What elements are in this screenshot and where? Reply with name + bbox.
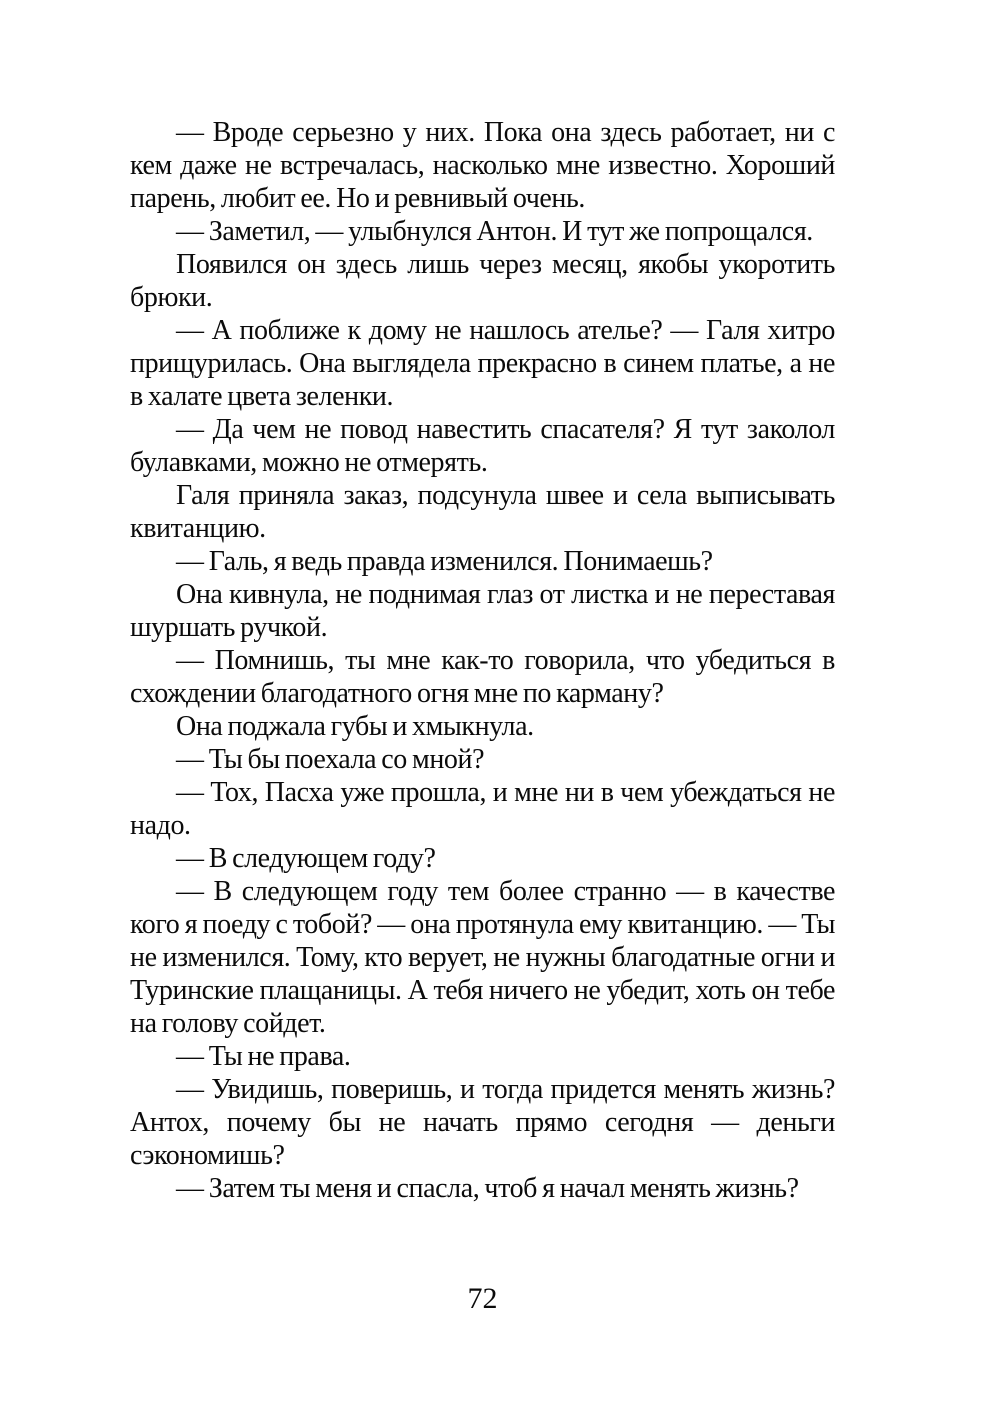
paragraph: — Помнишь, ты мне как-то говорила, что убедиться в схождении благодатного огня мне по карману?	[130, 645, 835, 709]
paragraph: — Галь, я ведь правда изменился. Понимаешь?	[176, 546, 713, 577]
paragraph: — Увидишь, поверишь, и тогда придется менять жизнь? Антох, почему бы не начать прямо сегодня — деньги сэкономишь?	[130, 1074, 835, 1171]
paragraph: — Тох, Пасха уже прошла, и мне ни в чем убеждаться не надо.	[130, 777, 835, 841]
paragraph: — А поближе к дому не нашлось ателье? — Галя хитро прищурилась. Она выглядела прекрасно в синем платье, а не в халате цвета зеленки.	[130, 315, 835, 412]
paragraph: — Вроде серьезно у них. Пока она здесь работает, ни с кем даже не встречалась, насколько мне известно. Хороший парень, любит ее. Но и ревнивый очень.	[130, 117, 835, 214]
paragraph: Галя приняла заказ, подсунула швее и села выписывать квитанцию.	[130, 480, 835, 544]
page-number: 72	[467, 1282, 498, 1315]
paragraph: — Затем ты меня и спасла, чтоб я начал менять жизнь?	[176, 1173, 799, 1204]
paragraph: — Заметил, — улыбнулся Антон. И тут же попрощался.	[176, 216, 813, 247]
paragraph: — Ты не права.	[176, 1041, 351, 1072]
paragraph: Появился он здесь лишь через месяц, якобы укоротить брюки.	[130, 249, 835, 313]
page-text	[130, 116, 835, 1205]
paragraph: — Да чем не повод навестить спасателя? Я тут заколол булавками, можно не отмерять.	[130, 414, 835, 478]
paragraph: — В следующем году?	[176, 843, 436, 874]
paragraph: Она поджала губы и хмыкнула.	[176, 711, 534, 742]
paragraph: Она кивнула, не поднимая глаз от листка и не переставая шуршать ручкой.	[130, 579, 835, 643]
paragraph: — В следующем году тем более странно — в качестве кого я поеду с тобой? — она протянула ему квитанцию. — Ты не изменился. Тому, кто верует, не нужны благодатные огни и Туринские плащаницы. А тебя ничего не убедит, хоть он тебе на голову сойдет.	[130, 876, 835, 1039]
paragraph: — Ты бы поехала со мной?	[176, 744, 485, 775]
